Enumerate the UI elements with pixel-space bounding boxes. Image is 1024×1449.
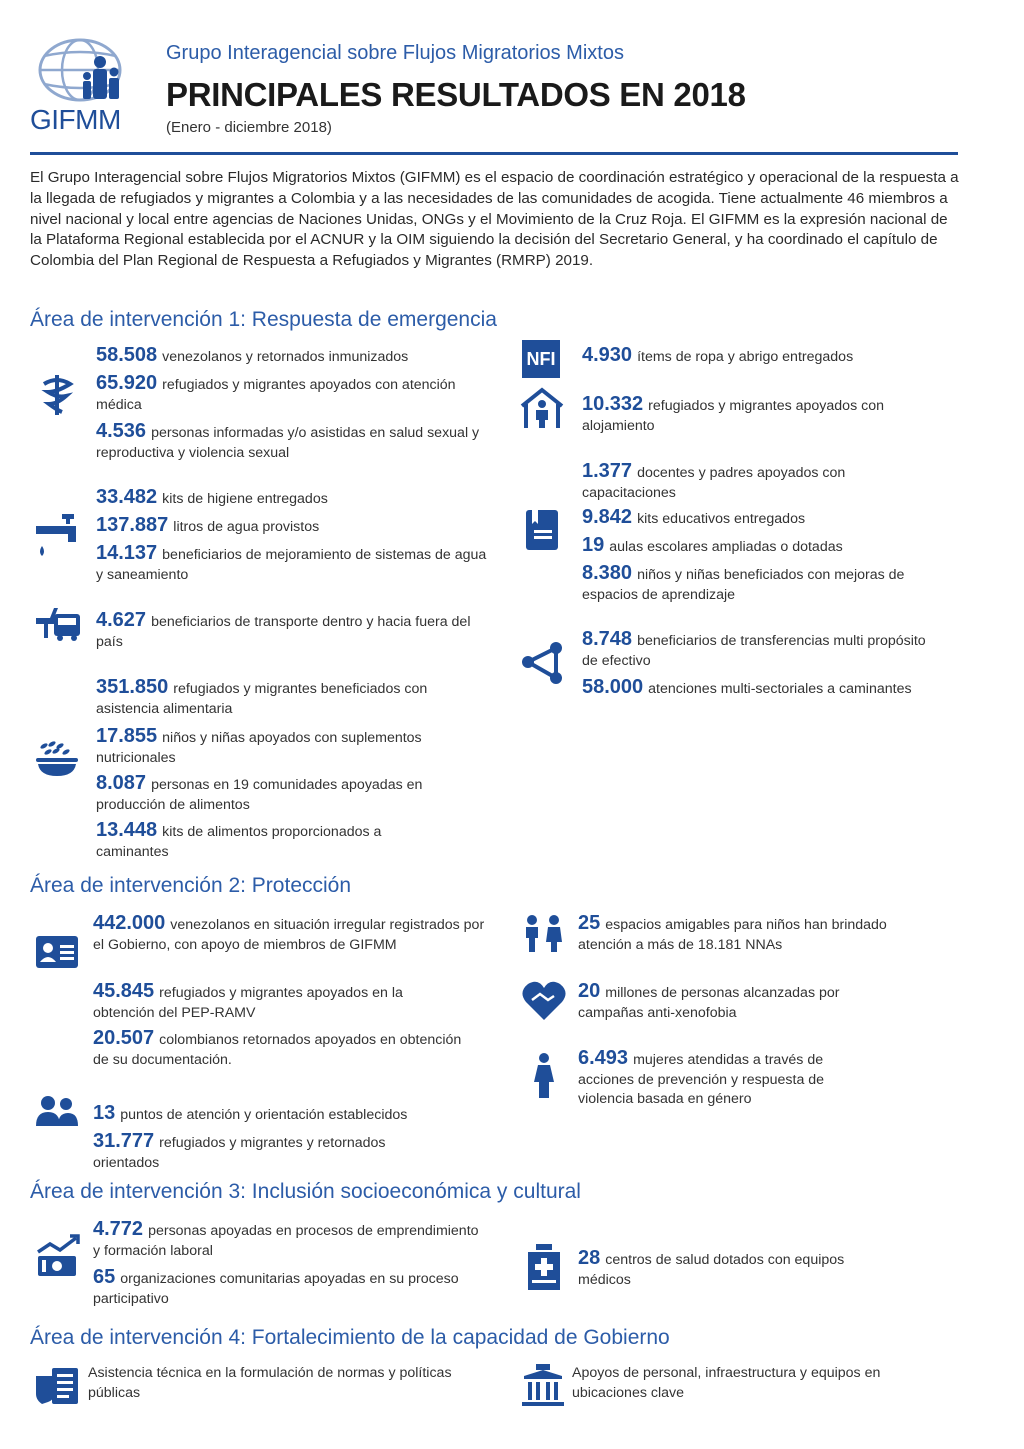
government-building-icon: [520, 1362, 566, 1408]
stat-number: 8.748: [582, 628, 633, 650]
logo-text: GIFMM: [30, 104, 121, 135]
stat-text: refugiados y migrantes apoyados en la obtención del PEP-RAMV: [93, 985, 403, 1021]
intro-paragraph: El Grupo Interagencial sobre Flujos Migratorios Mixtos (GIFMM) es el espacio de coordinación estratégico y operacional de la respuesta a la llegada de refugiados y migrantes a Colombia y a las necesidades de las comunidades de acogida. Tiene actualmente 46 miembros a nivel nacional y local entre agencias de Naciones Unidas, ONGs y el Movimiento de la Cruz Roja. El GIFMM es la expresión nacional de la Plataforma Regional establecida por el ACNUR y la OIM siguiendo la decisión del Secretario General, y ha coordinado el capítulo de Colombia del Plan Regional de Respuesta a Refugiados y Migrantes (RMRP) 2019.: [30, 169, 959, 270]
stat-number: 9.842: [582, 506, 633, 528]
education-book-icon: [522, 508, 568, 554]
stat-registration-1: [93, 914, 493, 955]
stat-text: beneficiarios de transporte dentro y hacia fuera del país: [96, 614, 471, 650]
stat-text: docentes y padres apoyados con capacitaciones: [582, 465, 846, 501]
stat-food-1: [96, 678, 491, 719]
water-tap-icon: [32, 512, 78, 558]
stat-education-2: [582, 508, 972, 530]
stat-number: 14.137: [96, 542, 158, 564]
stat-cash-2: [582, 678, 912, 700]
stat-number: 20.507: [93, 1027, 155, 1049]
stat-text: refugiados y migrantes apoyados con atención médica: [96, 377, 456, 413]
stat-number: 1.377: [582, 460, 633, 482]
stat-wash-2: [96, 516, 491, 538]
stat-number: 137.887: [96, 514, 169, 536]
stat-text: litros de agua provistos: [173, 519, 320, 535]
stat-nfi-1: [582, 346, 972, 368]
stat-text: personas informadas y/o asistidas en salud sexual y reproductiva y violencia sexual: [96, 425, 480, 461]
stat-number: 13.448: [96, 819, 158, 841]
page-title: PRINCIPALES RESULTADOS EN 2018: [166, 76, 746, 113]
heart-handshake-icon: [520, 978, 566, 1024]
stat-shelter-1: [582, 395, 952, 436]
stat-number: 17.855: [96, 725, 158, 747]
stat-education-1: [582, 462, 922, 503]
stat-number: 65.920: [96, 372, 158, 394]
stat-text: beneficiarios de transferencias multi propósito de efectivo: [582, 633, 926, 669]
organization-name: Grupo Interagencial sobre Flujos Migratorios Mixtos: [166, 42, 624, 64]
area-3-title: Área de intervención 3: Inclusión socioeconómica y cultural: [30, 1180, 581, 1203]
stat-number: 4.536: [96, 420, 147, 442]
stat-health-2: [96, 374, 476, 415]
nfi-icon: NFI: [522, 340, 560, 378]
food-bowl-icon: [34, 738, 80, 784]
stat-number: 4.930: [582, 344, 633, 366]
stat-transport-1: [96, 611, 501, 652]
stat-number: 20: [578, 980, 601, 1002]
stat-text: niños y niñas beneficiados con mejoras de espacios de aprendizaje: [582, 567, 905, 603]
stat-orientation-1: [93, 1104, 493, 1126]
stat-health-centers-1: [578, 1249, 898, 1290]
stat-orientation-2: [93, 1132, 453, 1173]
stat-livelihoods-1: [93, 1220, 488, 1261]
stat-wash-1: [96, 488, 491, 510]
stat-number: 45.845: [93, 980, 155, 1002]
stat-text: espacios amigables para niños han brindado atención a más de 18.181 NNAs: [578, 917, 887, 953]
stat-text: venezolanos y retornados inmunizados: [162, 349, 409, 365]
area-4-title: Área de intervención 4: Fortalecimiento de la capacidad de Gobierno: [30, 1326, 670, 1349]
header-divider: [30, 152, 958, 155]
stat-number: 442.000: [93, 912, 166, 934]
stat-text: kits de alimentos proporcionados a caminantes: [96, 824, 382, 860]
livelihoods-growth-icon: [34, 1232, 80, 1278]
stat-wash-3: [96, 544, 491, 585]
period: (Enero - diciembre 2018): [166, 119, 332, 136]
stat-number: 28: [578, 1247, 601, 1269]
woman-icon: [530, 1052, 576, 1098]
stat-text: aulas escolares ampliadas o dotadas: [609, 539, 843, 555]
stat-number: 25: [578, 912, 601, 934]
stat-livelihoods-2: [93, 1268, 468, 1309]
stat-text: refugiados y migrantes beneficiados con asistencia alimentaria: [96, 681, 428, 717]
stat-text: colombianos retornados apoyados en obtención de su documentación.: [93, 1032, 462, 1068]
stat-number: 6.493: [578, 1047, 629, 1069]
stat-number: 33.482: [96, 486, 158, 508]
stat-number: 58.508: [96, 344, 158, 366]
id-card-icon: [34, 934, 80, 980]
stat-text: atenciones multi-sectoriales a caminantes: [648, 681, 912, 697]
stat-food-3: [96, 774, 486, 815]
stat-health-3: [96, 422, 491, 463]
stat-text: beneficiarios de mejoramiento de sistemas de agua y saneamiento: [96, 547, 487, 583]
stat-text: millones de personas alcanzadas por campañas anti-xenofobia: [578, 985, 840, 1021]
stat-gov-technical: Asistencia técnica en la formulación de normas y políticas públicas: [88, 1365, 452, 1401]
children-icon: [520, 914, 566, 960]
stat-text: kits de higiene entregados: [162, 491, 328, 507]
area-1-title: Área de intervención 1: Respuesta de emergencia: [30, 308, 497, 331]
stat-text: venezolanos en situación irregular registrados por el Gobierno, con apoyo de miembros de GIFMM: [93, 917, 485, 953]
stat-number: 19: [582, 534, 605, 556]
stat-text: centros de salud dotados con equipos médicos: [578, 1252, 845, 1288]
stat-gov-support: Apoyos de personal, infraestructura y equipos en ubicaciones clave: [572, 1365, 881, 1401]
area-2-title: Área de intervención 2: Protección: [30, 874, 352, 897]
stat-education-3: [582, 536, 972, 558]
stat-number: 4.627: [96, 609, 147, 631]
stat-text: personas en 19 comunidades apoyadas en producción de alimentos: [96, 777, 423, 813]
stat-text: niños y niñas apoyados con suplementos nutricionales: [96, 730, 422, 766]
stat-xenophobia-1: [578, 982, 898, 1023]
transport-icon: [34, 604, 80, 650]
stat-food-4: [96, 821, 456, 862]
stat-number: 58.000: [582, 676, 644, 698]
stat-cash-1: [582, 630, 932, 671]
stat-text: refugiados y migrantes apoyados con alojamiento: [582, 398, 884, 434]
stat-number: 13: [93, 1102, 116, 1124]
stat-health-1: [96, 346, 491, 368]
cash-transfer-icon: [520, 640, 566, 686]
gifmm-logo: [30, 36, 134, 136]
globe-family-icon: [30, 36, 134, 106]
technical-assistance-icon: [34, 1364, 80, 1410]
stat-text: ítems de ropa y abrigo entregados: [637, 349, 854, 365]
shelter-icon: [518, 386, 564, 432]
stat-number: 10.332: [582, 393, 644, 415]
stat-text: mujeres atendidas a través de acciones de prevención y respuesta de violencia basada en género: [578, 1052, 825, 1107]
stat-text: refugiados y migrantes y retornados orientados: [93, 1135, 386, 1171]
stat-education-4: [582, 564, 942, 605]
people-group-icon: [34, 1094, 80, 1140]
health-caduceus-icon: [34, 372, 80, 418]
stat-gbv-1: [578, 1049, 878, 1110]
stat-children-1: [578, 914, 898, 955]
stat-text: puntos de atención y orientación establecidos: [120, 1107, 408, 1123]
stat-number: 351.850: [96, 676, 169, 698]
stat-text: personas apoyadas en procesos de emprendimiento y formación laboral: [93, 1223, 479, 1259]
health-center-icon: [524, 1242, 570, 1288]
stat-registration-2: [93, 982, 463, 1023]
stat-number: 8.380: [582, 562, 633, 584]
stat-number: 31.777: [93, 1130, 155, 1152]
stat-number: 8.087: [96, 772, 147, 794]
stat-registration-3: [93, 1029, 463, 1070]
stat-number: 65: [93, 1266, 116, 1288]
stat-number: 4.772: [93, 1218, 144, 1240]
stat-food-2: [96, 727, 481, 768]
stat-text: kits educativos entregados: [637, 511, 806, 527]
stat-text: organizaciones comunitarias apoyadas en su proceso participativo: [93, 1271, 459, 1307]
